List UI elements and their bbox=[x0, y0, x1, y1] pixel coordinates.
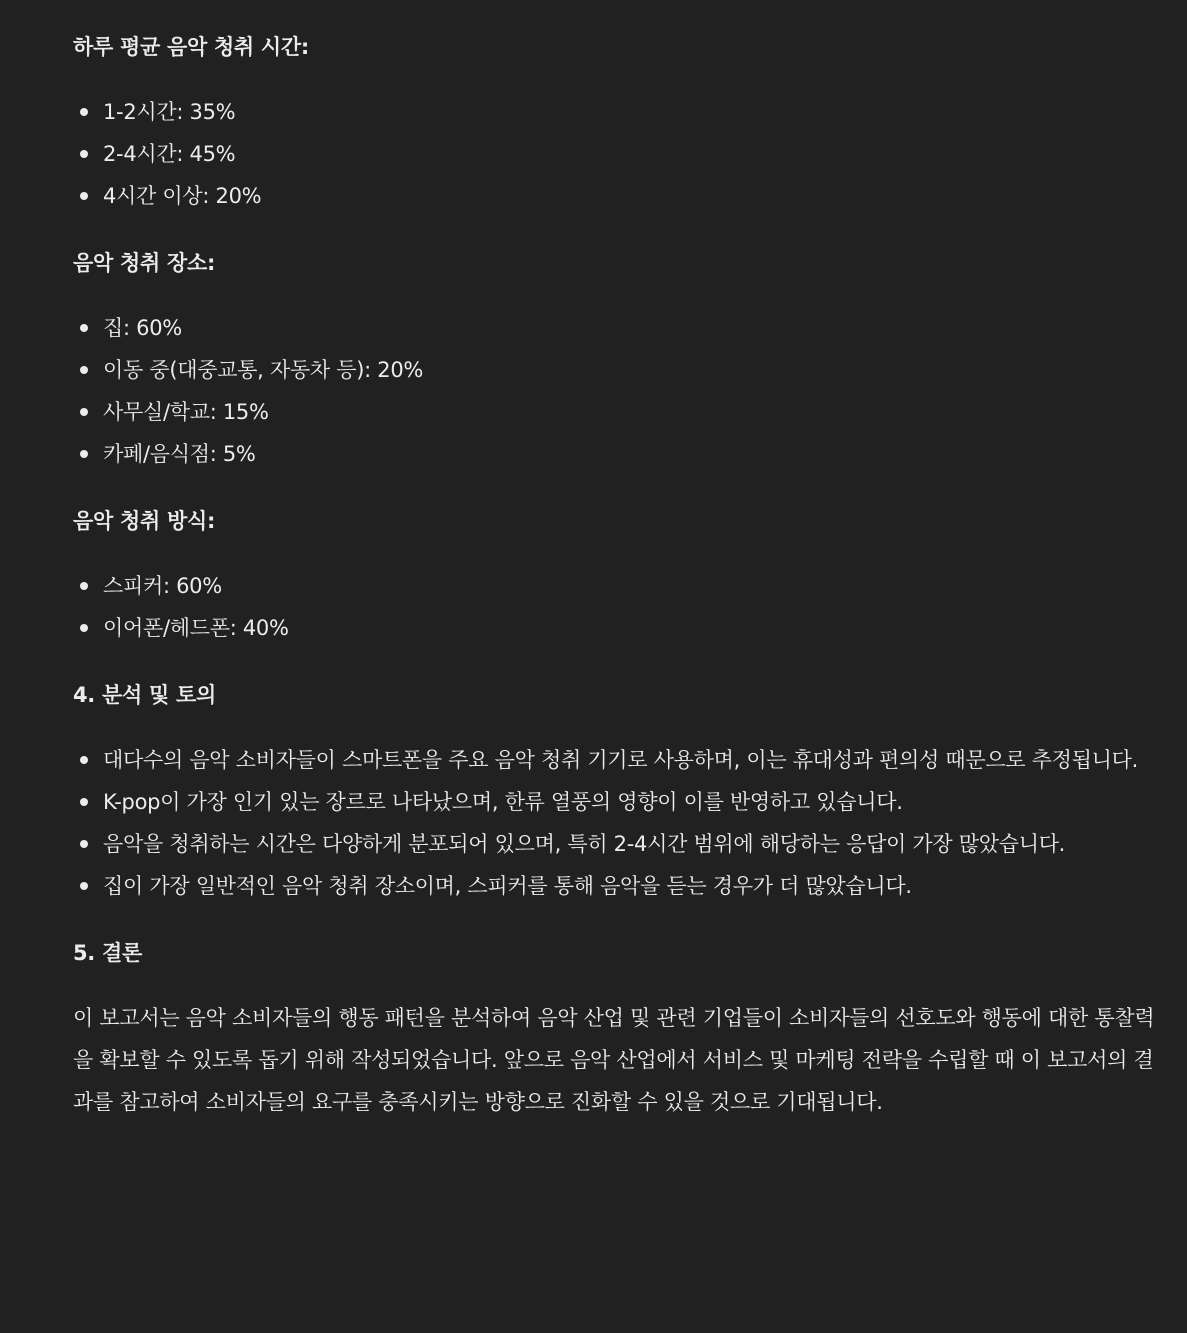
list-item: K-pop이 가장 인기 있는 장르로 나타났으며, 한류 열풍의 영향이 이를 반영하고 있습니다. bbox=[73, 781, 1167, 823]
section-heading-analysis: 4. 분석 및 토의 bbox=[73, 683, 216, 707]
conclusion-paragraph: 이 보고서는 음악 소비자들의 행동 패턴을 분석하여 음악 산업 및 관련 기업들이 소비자들의 선호도와 행동에 대한 통찰력을 확보할 수 있도록 돕기 위해 작성되었습니다. 앞으로 음악 산업에서 서비스 및 마케팅 전략을 수립할 때 이 보고서의 결과를 참고하여 소비자들의 요구를 충족시키는 방향으로 진화할 수 있을 것으로 기대됩니다. bbox=[73, 1006, 1155, 1114]
list-item: 대다수의 음악 소비자들이 스마트폰을 주요 음악 청취 기기로 사용하며, 이는 휴대성과 편의성 때문으로 추정됩니다. bbox=[73, 739, 1167, 781]
bullet-icon bbox=[80, 624, 88, 632]
section-heading-conclusion: 5. 결론 bbox=[73, 941, 142, 965]
list-item: 음악을 청취하는 시간은 다양하게 분포되어 있으며, 특히 2-4시간 범위에 해당하는 응답이 가장 많았습니다. bbox=[73, 823, 1167, 865]
bullet-icon bbox=[80, 756, 88, 764]
list-item: 사무실/학교: 15% bbox=[73, 391, 1167, 433]
bullet-icon bbox=[80, 192, 88, 200]
listening-place-list bbox=[73, 307, 1167, 475]
list-item: 스피커: 60% bbox=[73, 565, 1167, 607]
list-item: 카페/음식점: 5% bbox=[73, 433, 1167, 475]
list-item: 집이 가장 일반적인 음악 청취 장소이며, 스피커를 통해 음악을 듣는 경우가 더 많았습니다. bbox=[73, 865, 1167, 907]
bullet-icon bbox=[80, 408, 88, 416]
bullet-icon bbox=[80, 108, 88, 116]
bullet-icon bbox=[80, 798, 88, 806]
bullet-icon bbox=[80, 582, 88, 590]
list-item: 이어폰/헤드폰: 40% bbox=[73, 607, 1167, 649]
listening-time-list bbox=[73, 91, 1167, 217]
list-item: 4시간 이상: 20% bbox=[73, 175, 1167, 217]
analysis-list bbox=[73, 739, 1167, 907]
list-item: 이동 중(대중교통, 자동차 등): 20% bbox=[73, 349, 1167, 391]
list-item: 집: 60% bbox=[73, 307, 1167, 349]
section-heading-listening-place: 음악 청취 장소: bbox=[73, 251, 216, 275]
list-item: 1-2시간: 35% bbox=[73, 91, 1167, 133]
list-item: 2-4시간: 45% bbox=[73, 133, 1167, 175]
bullet-icon bbox=[80, 324, 88, 332]
section-heading-listening-method: 음악 청취 방식: bbox=[73, 509, 216, 533]
bullet-icon bbox=[80, 840, 88, 848]
listening-method-list bbox=[73, 565, 1167, 649]
bullet-icon bbox=[80, 450, 88, 458]
bullet-icon bbox=[80, 366, 88, 374]
bullet-icon bbox=[80, 882, 88, 890]
section-heading-listening-time: 하루 평균 음악 청취 시간: bbox=[73, 35, 310, 59]
bullet-icon bbox=[80, 150, 88, 158]
